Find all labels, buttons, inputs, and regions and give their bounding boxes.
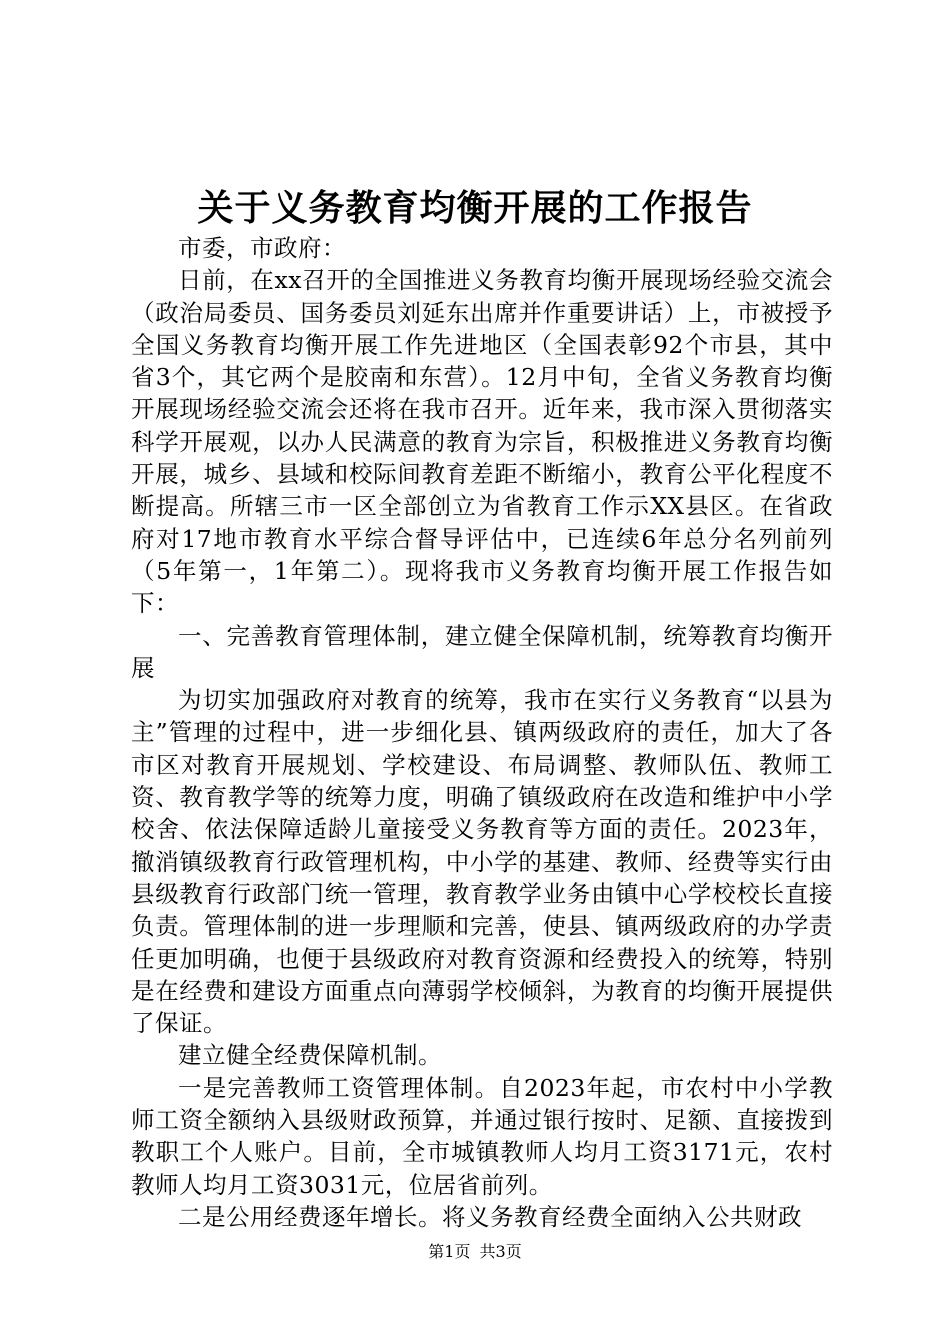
page-total: 共3页 xyxy=(479,1242,522,1261)
salutation-paragraph: 市委，市政府： xyxy=(178,234,346,262)
body-paragraph: 一是完善教师工资管理体制。自2023年起，市农村中小学教师工资全额纳入县级财政预算，并通过银行按时、足额、直接拨到教职工个人账户。目前，全市城镇教师人均月工资3171元，农村教师人均月工资3031元，位居省前列。 xyxy=(131,1073,833,1199)
subheading-paragraph: 建立健全经费保障机制。 xyxy=(178,1041,442,1070)
intro-paragraph: 日前，在xx召开的全国推进义务教育均衡开展现场经验交流会（政治局委员、国务委员刘延东出席并作重要讲话）上，市被授予全国义务教育均衡开展工作先进地区（全国表彰92个市县，其中省3个，其它两个是胶南和东营）。12月中旬，全省义务教育均衡开展现场经验交流会还将在我市召开。近年来，我市深入贯彻落实科学开展观，以办人民满意的教育为宗旨，积极推进义务教育均衡开展，城乡、县域和校际间教育差距不断缩小，教育公平化程度不断提高。所辖三市一区全部创立为省教育工作示XX县区。在省政府对17地市教育水平综合督导评估中，已连续6年总分名列前列（5年第一，1年第二）。现将我市义务教育均衡开展工作报告如下： xyxy=(131,266,833,618)
body-paragraph: 二是公用经费逐年增长。将义务教育经费全面纳入公共财政 xyxy=(178,1202,802,1231)
section-heading-1: 一、完善教育管理体制，建立健全保障机制，统筹教育均衡开展 xyxy=(131,621,833,682)
document-body xyxy=(131,232,833,1233)
document-title: 关于义务教育均衡开展的工作报告 xyxy=(197,187,753,229)
page-number: 第1页 xyxy=(428,1242,471,1261)
page-footer xyxy=(0,1240,950,1264)
body-paragraph: 为切实加强政府对教育的统筹，我市在实行义务教育“以县为主”管理的过程中，进一步细化县、镇两级政府的责任，加大了各市区对教育开展规划、学校建设、布局调整、教师队伍、教师工资、教育教学等的统筹力度，明确了镇级政府在改造和维护中小学校舍、依法保障适龄儿童接受义务教育等方面的责任。2023年，撤消镇级教育行政管理机构，中小学的基建、教师、经费等实行由县级教育行政部门统一管理，教育教学业务由镇中心学校校长直接负责。管理体制的进一步理顺和完善，使县、镇两级政府的办学责任更加明确，也便于县级政府对教育资源和经费投入的统筹，特别是在经费和建设方面重点向薄弱学校倾斜，为教育的均衡开展提供了保证。 xyxy=(131,686,833,1038)
